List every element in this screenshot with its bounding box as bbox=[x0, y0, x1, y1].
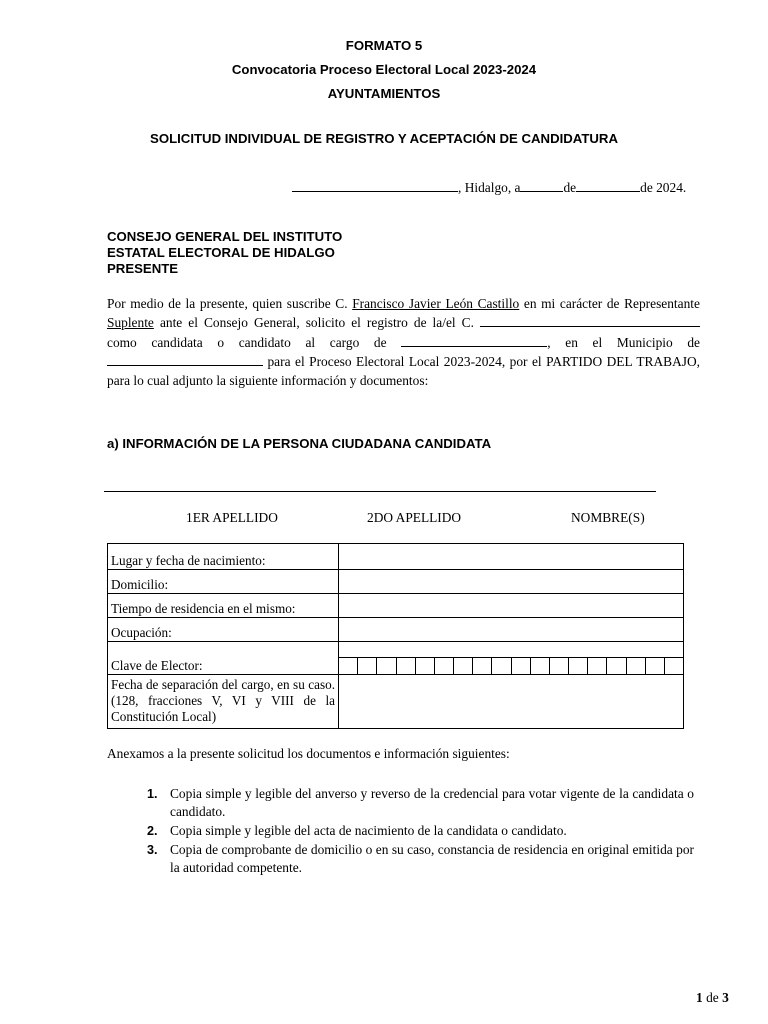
list-item bbox=[145, 822, 694, 840]
convocatoria-title: Convocatoria Proceso Electoral Local 2023-2024 bbox=[231, 62, 537, 77]
clave-elector-boxes bbox=[339, 657, 683, 674]
table-row bbox=[108, 570, 684, 594]
list-item bbox=[145, 785, 694, 821]
tiempo-residencia-label: Tiempo de residencia en el mismo: bbox=[108, 594, 339, 618]
candidate-info-table bbox=[107, 543, 684, 729]
municipio-blank bbox=[107, 353, 263, 366]
table-row bbox=[108, 642, 684, 675]
addressee-block bbox=[107, 229, 342, 277]
ayuntamientos-title: AYUNTAMIENTOS bbox=[327, 86, 441, 101]
intro-text-3: ante el Consejo General, solicito el registro de la/el C. bbox=[159, 315, 474, 331]
addressee-line-1: CONSEJO GENERAL DEL INSTITUTO bbox=[107, 229, 343, 244]
date-day-blank bbox=[520, 179, 563, 192]
cargo-blank bbox=[401, 334, 547, 347]
date-city-blank bbox=[292, 179, 458, 192]
tiempo-residencia-field[interactable] bbox=[339, 594, 684, 618]
label-apellido-2: 2DO APELLIDO bbox=[367, 510, 462, 525]
addressee-line-2: ESTATAL ELECTORAL DE HIDALGO bbox=[107, 245, 335, 260]
table-row bbox=[108, 594, 684, 618]
date-month-blank bbox=[576, 179, 640, 192]
list-item-text: Copia simple y legible del acta de nacimiento de la candidata o candidato. bbox=[170, 823, 567, 838]
page-number bbox=[696, 990, 729, 1006]
intro-text-2: en mi carácter de Representante bbox=[523, 296, 700, 311]
list-item-number: 3. bbox=[147, 843, 158, 857]
representative-name: Francisco Javier León Castillo bbox=[352, 296, 520, 311]
list-item-text: Copia de comprobante de domicilio o en su caso, constancia de residencia en original emitida por la autoridad competente. bbox=[170, 842, 694, 875]
date-year: de 2024. bbox=[640, 180, 687, 195]
intro-text-1: Por medio de la presente, quien suscribe C. bbox=[107, 296, 348, 311]
documents-list bbox=[145, 785, 694, 878]
page-total: 3 bbox=[722, 990, 729, 1005]
table-row bbox=[108, 618, 684, 642]
domicilio-label: Domicilio: bbox=[108, 570, 339, 594]
format-number: FORMATO 5 bbox=[345, 38, 423, 53]
table-row bbox=[108, 675, 684, 729]
clave-elector-label: Clave de Elector: bbox=[108, 642, 339, 675]
solicitud-title: SOLICITUD INDIVIDUAL DE REGISTRO Y ACEPTACIÓN DE CANDIDATURA bbox=[150, 131, 618, 146]
list-item bbox=[145, 841, 694, 877]
intro-paragraph bbox=[107, 294, 700, 390]
intro-text-6: para el Proceso Electoral Local 2023-2024, por el PARTIDO DEL TRABAJO, para lo cual adjunto la siguiente información y documentos: bbox=[107, 353, 700, 389]
representative-role: Suplente bbox=[107, 315, 154, 331]
fecha-separacion-field[interactable] bbox=[339, 675, 684, 729]
page-current: 1 bbox=[696, 990, 703, 1005]
intro-text-4: como candidata o candidato al cargo de bbox=[107, 334, 387, 350]
fecha-separacion-label: Fecha de separación del cargo, en su caso. (128, fracciones V, VI y VIII de la Constitución Local) bbox=[108, 675, 339, 729]
table-row bbox=[108, 544, 684, 570]
candidate-name-line bbox=[104, 491, 656, 492]
candidate-name-blank bbox=[480, 314, 700, 327]
page-de: de bbox=[706, 990, 719, 1005]
addressee-line-3: PRESENTE bbox=[107, 261, 179, 276]
domicilio-field[interactable] bbox=[339, 570, 684, 594]
ocupacion-field[interactable] bbox=[339, 618, 684, 642]
label-nombres: NOMBRE(S) bbox=[571, 510, 645, 525]
section-a-heading: a) INFORMACIÓN DE LA PERSONA CIUDADANA CANDIDATA bbox=[107, 436, 492, 451]
list-item-text: Copia simple y legible del anverso y reverso de la credencial para votar vigente de la candidata o candidato. bbox=[170, 786, 694, 819]
list-item-number: 2. bbox=[147, 824, 158, 838]
ocupacion-label: Ocupación: bbox=[108, 618, 339, 642]
anexamos-text: Anexamos a la presente solicitud los documentos e información siguientes: bbox=[107, 746, 510, 761]
date-line bbox=[292, 179, 686, 196]
date-de-1: de bbox=[563, 180, 577, 195]
list-item-number: 1. bbox=[147, 787, 158, 801]
date-place: , Hidalgo, a bbox=[458, 180, 521, 195]
clave-elector-field[interactable] bbox=[339, 642, 684, 675]
lugar-fecha-field[interactable] bbox=[339, 544, 684, 570]
intro-text-5: , en el Municipio de bbox=[547, 334, 700, 350]
label-apellido-1: 1ER APELLIDO bbox=[186, 510, 278, 525]
lugar-fecha-label: Lugar y fecha de nacimiento: bbox=[108, 544, 339, 570]
